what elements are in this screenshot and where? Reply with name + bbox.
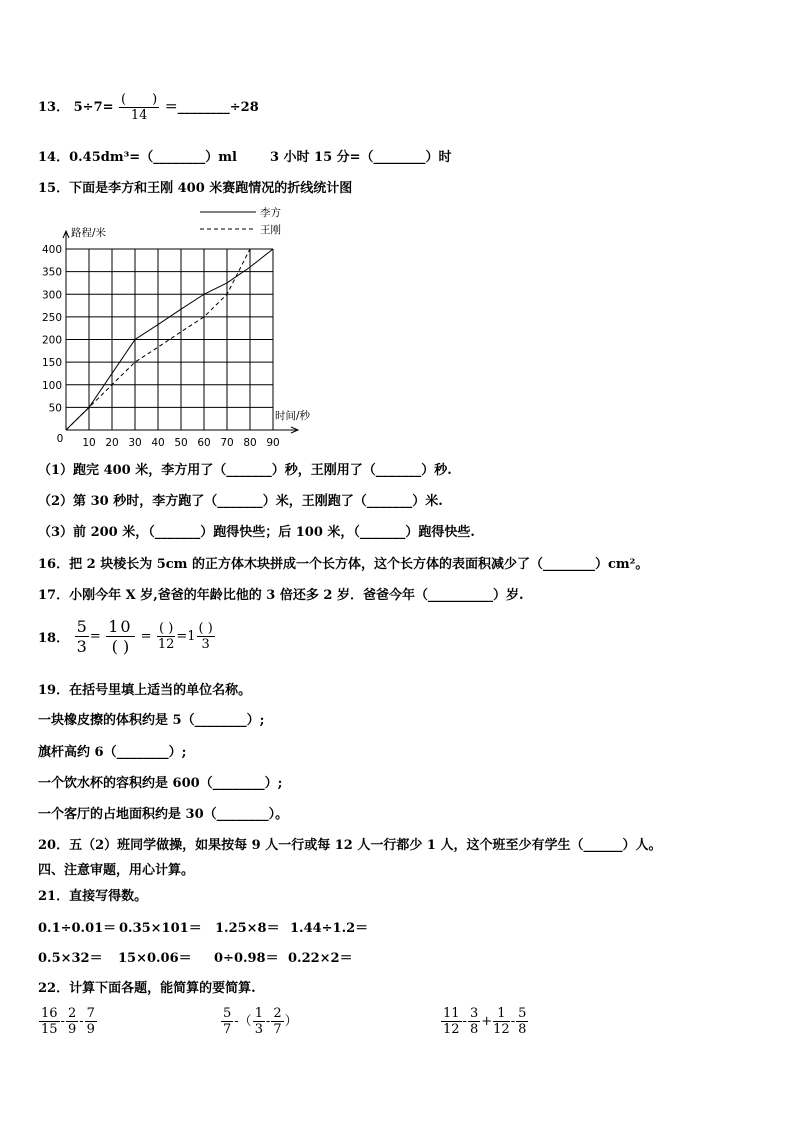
- question-15-sub-3[interactable]: （3）前 200 米，（_______）跑得快些；后 100 米，（_______）跑得快些.: [38, 525, 475, 540]
- question-15-title: [38, 177, 352, 196]
- fraction-numerator: 5: [518, 1006, 527, 1021]
- calc-item[interactable]: 1.25×8＝: [215, 921, 280, 936]
- y-axis-label: 路程/米: [71, 227, 107, 239]
- calc-item[interactable]: 0.35×101＝: [119, 921, 202, 936]
- origin-label: 0: [56, 433, 64, 445]
- question-text: 下面是李方和王刚 400 米赛跑情况的折线统计图: [69, 181, 353, 196]
- legend-label-2: 王刚: [260, 224, 281, 236]
- fraction-denominator: 3: [254, 1022, 263, 1037]
- expression-1[interactable]: [38, 1006, 98, 1037]
- calc-item[interactable]: 0÷0.98＝: [214, 951, 279, 966]
- equals-sign: ＝: [164, 100, 178, 115]
- question-number: 22．: [38, 981, 70, 996]
- x-tick-label: 90: [266, 437, 280, 449]
- fraction-denominator: 14: [130, 108, 148, 123]
- chart-grid: [66, 249, 273, 430]
- x-tick-label: 20: [105, 437, 119, 449]
- section-heading: 四、注意审题，用心计算。: [38, 863, 195, 878]
- question-18: [38, 617, 216, 656]
- fraction-denominator: 12: [157, 637, 175, 652]
- y-tick-label: 100: [41, 379, 62, 392]
- question-15-sub-2[interactable]: （2）第 30 秒时，李方跑了（_______）米，王刚跑了（_______）米.: [38, 494, 443, 509]
- operator: -: [510, 1014, 516, 1029]
- question-21-title: [38, 885, 147, 904]
- fraction-denominator: 9: [86, 1022, 95, 1037]
- question-19-line-1[interactable]: 一块橡皮擦的体积约是 5（________）;: [38, 713, 265, 728]
- question-number: 20．: [38, 838, 70, 853]
- question-17[interactable]: [38, 584, 523, 603]
- calc-item[interactable]: 1.44÷1.2＝: [290, 921, 369, 936]
- operator: -（: [234, 1014, 252, 1029]
- fraction-numerator: 1: [254, 1006, 263, 1021]
- line-chart: [30, 205, 370, 449]
- expression-left: 5÷7=: [73, 100, 114, 115]
- fraction-denominator: 7: [273, 1022, 282, 1037]
- question-19-line-4[interactable]: 一个客厅的占地面积约是 30（________）。: [38, 807, 289, 822]
- operator: -: [462, 1014, 467, 1029]
- operator: +: [481, 1014, 493, 1029]
- fraction: [119, 92, 159, 123]
- question-number: 13．: [38, 100, 70, 115]
- fraction-numerator-blank[interactable]: ( ): [159, 621, 174, 636]
- question-22-title: [38, 977, 256, 996]
- fraction-denominator: 12: [443, 1022, 460, 1037]
- question-number: 15．: [38, 181, 70, 196]
- expression-3[interactable]: [440, 1006, 529, 1037]
- calc-item[interactable]: 15×0.06＝: [118, 951, 192, 966]
- fraction-4: [197, 621, 215, 652]
- expression-2[interactable]: [220, 1006, 298, 1037]
- x-tick-label: 70: [220, 437, 234, 449]
- y-tick-label: 50: [48, 402, 62, 415]
- equals-one: =1: [176, 629, 196, 644]
- fraction-numerator: 2: [273, 1006, 282, 1021]
- calc-item[interactable]: 0.22×2＝: [288, 951, 353, 966]
- fraction-denominator: 3: [76, 637, 87, 656]
- question-19-line-2[interactable]: 旗杆高约 6（________）;: [38, 745, 187, 760]
- operator: -: [265, 1014, 271, 1029]
- y-tick-label: 300: [41, 289, 62, 302]
- fraction-denominator: 9: [67, 1022, 77, 1037]
- question-text: 在括号里填上适当的单位名称。: [69, 683, 252, 698]
- y-tick-label: 350: [41, 266, 62, 279]
- fraction-numerator: 1: [493, 1006, 510, 1022]
- fraction-numerator: 10: [108, 617, 133, 636]
- calc-item[interactable]: 0.5×32＝: [38, 951, 103, 966]
- fraction-numerator: 16: [41, 1006, 58, 1021]
- question-13: [38, 92, 259, 123]
- question-text: 直接写得数。: [69, 889, 148, 904]
- question-number: 14．: [38, 150, 70, 165]
- question-text[interactable]: 小刚今年 X 岁,爸爸的年龄比他的 3 倍还多 2 岁．爸爸今年（__________）岁.: [69, 588, 524, 603]
- equals-sign: =: [89, 629, 101, 644]
- fraction-denominator-blank[interactable]: ( ): [111, 637, 130, 656]
- fraction-denominator: 8: [469, 1022, 479, 1037]
- fraction-1: [75, 617, 89, 656]
- x-axis-label: 时间/秒: [275, 410, 311, 422]
- chart-legend: [200, 206, 281, 236]
- fraction-denominator: 12: [493, 1022, 510, 1037]
- fraction-numerator-blank[interactable]: ( ): [198, 621, 213, 636]
- question-number: 16．: [38, 557, 70, 572]
- fraction-denominator: 3: [201, 637, 210, 652]
- fraction-numerator: 11: [443, 1006, 460, 1021]
- question-19-title: [38, 679, 251, 698]
- x-tick-label: 40: [151, 437, 165, 449]
- y-tick-label: 400: [41, 244, 62, 256]
- calc-row-2: [38, 947, 353, 966]
- calc-row-1: [38, 917, 368, 936]
- x-tick-label: 30: [128, 437, 142, 449]
- fraction-numerator-blank[interactable]: ( ): [121, 92, 158, 107]
- question-14: [38, 146, 452, 165]
- question-14-part-a[interactable]: 0.45dm³=（________）ml: [69, 150, 237, 165]
- question-number: 17．: [38, 588, 70, 603]
- fraction-denominator: 8: [518, 1022, 527, 1037]
- x-tick-label: 10: [82, 437, 96, 449]
- x-tick-label: 80: [243, 437, 257, 449]
- expression-tail: ÷28: [229, 100, 259, 115]
- calc-item[interactable]: 0.1÷0.01＝: [38, 921, 117, 936]
- question-number: 19．: [38, 683, 70, 698]
- question-number: 18．: [38, 631, 70, 646]
- question-text: 计算下面各题，能简算的要简算.: [69, 981, 256, 996]
- y-tick-label: 150: [41, 357, 62, 370]
- operator: -: [60, 1014, 65, 1029]
- fraction-numerator: 3: [469, 1006, 479, 1021]
- fraction-numerator: 2: [67, 1006, 77, 1021]
- fraction-denominator: 15: [41, 1022, 58, 1037]
- question-20[interactable]: [38, 834, 661, 853]
- question-text[interactable]: 五（2）班同学做操，如果按每 9 人一行或每 12 人一行都少 1 人，这个班至少有学生（______）人。: [69, 838, 662, 853]
- fraction-3: [157, 621, 175, 652]
- equals-sign: =: [140, 629, 152, 644]
- y-tick-label: 200: [41, 334, 62, 347]
- fraction-numerator: 7: [86, 1006, 95, 1021]
- chart-tick-labels: [42, 226, 311, 449]
- fraction-numerator: 5: [223, 1006, 232, 1021]
- question-text[interactable]: 把 2 块棱长为 5cm 的正方体木块拼成一个长方体，这个长方体的表面积减少了（________）cm²。: [69, 557, 649, 572]
- question-19-line-3[interactable]: 一个饮水杯的容积约是 600（________）;: [38, 776, 283, 791]
- question-15-sub-1[interactable]: （1）跑完 400 米，李方用了（_______）秒，王刚用了（_______）秒.: [38, 463, 452, 478]
- x-tick-label: 60: [197, 437, 211, 449]
- close-paren: ）: [284, 1014, 298, 1029]
- fraction-2: [106, 617, 134, 656]
- question-14-part-b[interactable]: 3 小时 15 分=（________）时: [269, 150, 452, 165]
- legend-label-1: 李方: [260, 207, 281, 219]
- fraction-numerator: 5: [76, 617, 87, 636]
- y-tick-label: 250: [41, 311, 62, 324]
- question-16[interactable]: [38, 553, 648, 572]
- fraction-denominator: 7: [223, 1022, 232, 1037]
- question-number: 21．: [38, 889, 70, 904]
- answer-blank[interactable]: ________: [177, 100, 230, 115]
- x-tick-label: 50: [174, 437, 188, 449]
- operator: -: [79, 1014, 84, 1029]
